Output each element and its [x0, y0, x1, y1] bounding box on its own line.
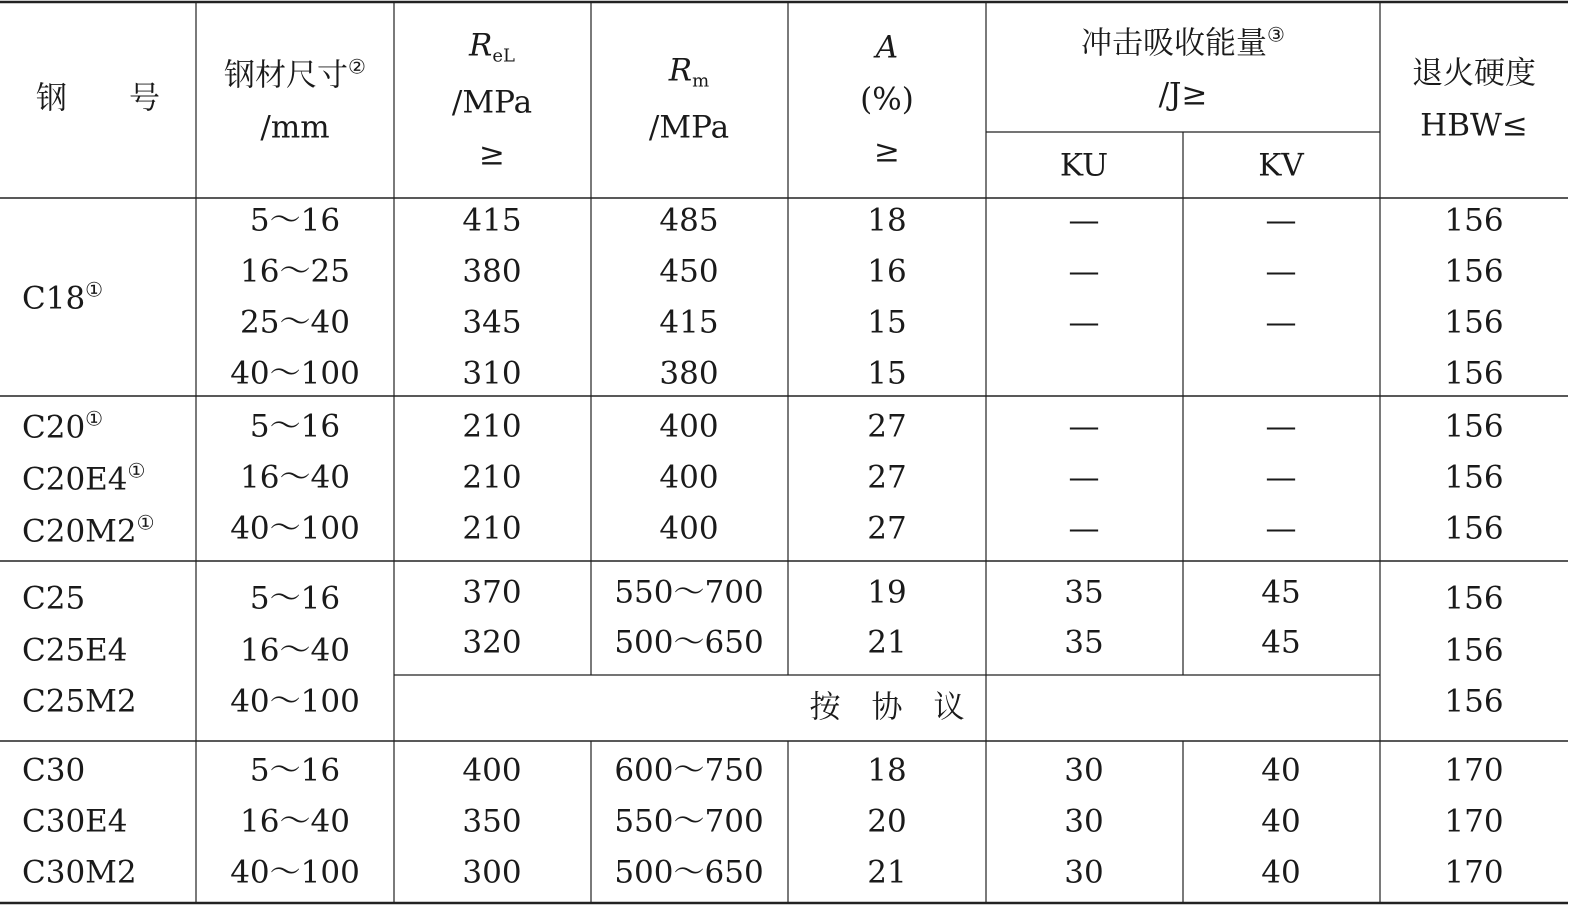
cell-ku: — — [1068, 408, 1100, 445]
header-size-unit: /mm — [260, 109, 330, 146]
header-rm-letter: R — [668, 52, 693, 89]
header-size-label: 钢材尺寸 — [224, 57, 349, 94]
footnote-3-marker: ③ — [1267, 22, 1285, 47]
cell-a: 21 — [867, 854, 907, 891]
cell-size: 5～16 — [249, 202, 341, 239]
cell-kv: 40 — [1261, 803, 1301, 840]
header-rm-symbol — [668, 52, 710, 92]
cell-rel: 300 — [462, 854, 522, 891]
grade-c30: C30 — [22, 752, 86, 789]
cell-ku: — — [1068, 253, 1100, 290]
header-kv: KV — [1258, 147, 1304, 184]
header-rel-unit: /MPa — [451, 84, 533, 121]
cell-hbw: 170 — [1444, 854, 1504, 891]
header-anneal: 退火硬度 — [1412, 55, 1536, 92]
cell-a: 27 — [867, 408, 907, 445]
cell-rm: 500～650 — [614, 854, 764, 891]
cell-hbw: 156 — [1444, 459, 1504, 496]
cell-rel: 370 — [462, 574, 522, 611]
cell-size: 40～100 — [230, 355, 360, 392]
cell-rel: 320 — [462, 624, 522, 661]
header-rm-unit: /MPa — [648, 109, 730, 146]
grade-name: C20E4 — [22, 461, 128, 498]
header-rel-ge: ≥ — [479, 136, 505, 173]
cell-agreement: 按 协 议 — [809, 689, 965, 726]
cell-rel: 210 — [462, 459, 522, 496]
header-a-ge: ≥ — [874, 133, 900, 170]
cell-rel: 210 — [462, 408, 522, 445]
cell-size: 5～16 — [249, 408, 341, 445]
cell-ku: — — [1068, 304, 1100, 341]
grade-c25e4: C25E4 — [22, 632, 128, 669]
cell-a: 16 — [867, 253, 907, 290]
cell-rm: 400 — [659, 408, 719, 445]
cell-kv: — — [1265, 202, 1297, 239]
cell-hbw: 156 — [1444, 408, 1504, 445]
cell-rel: 350 — [462, 803, 522, 840]
cell-kv: 45 — [1261, 624, 1301, 661]
cell-hbw: 156 — [1444, 355, 1504, 392]
cell-kv: — — [1265, 510, 1297, 547]
cell-size: 16～40 — [240, 459, 350, 496]
cell-a: 20 — [867, 803, 907, 840]
cell-hbw: 156 — [1444, 304, 1504, 341]
cell-size: 5～16 — [249, 580, 341, 617]
grade-c25: C25 — [22, 580, 86, 617]
header-rel-symbol — [469, 27, 515, 67]
grade-name: C18 — [22, 280, 86, 317]
cell-a: 19 — [867, 574, 907, 611]
cell-kv: 40 — [1261, 752, 1301, 789]
cell-rm: 500～650 — [614, 624, 764, 661]
cell-rel: 415 — [462, 202, 522, 239]
cell-a: 18 — [867, 752, 907, 789]
header-steel-grade: 钢 号 — [36, 80, 160, 117]
cell-kv: — — [1265, 253, 1297, 290]
header-impact-label: 冲击吸收能量 — [1081, 25, 1268, 62]
cell-ku: 30 — [1064, 854, 1104, 891]
cell-a: 15 — [867, 304, 907, 341]
cell-a: 27 — [867, 459, 907, 496]
cell-ku: 35 — [1064, 574, 1104, 611]
cell-ku: 30 — [1064, 803, 1104, 840]
cell-ku: — — [1068, 510, 1100, 547]
header-rm-subscript: m — [692, 70, 710, 92]
header-rel-letter: R — [469, 27, 493, 64]
cell-a: 18 — [867, 202, 907, 239]
grade-name: C20M2 — [22, 513, 137, 550]
cell-rm: 550～700 — [614, 803, 764, 840]
cell-hbw: 170 — [1444, 752, 1504, 789]
cell-size: 40～100 — [230, 683, 360, 720]
cell-ku: — — [1068, 459, 1100, 496]
footnote-1-marker: ① — [85, 406, 104, 431]
cell-hbw: 156 — [1444, 632, 1504, 669]
cell-hbw: 170 — [1444, 803, 1504, 840]
header-a-symbol: A — [875, 29, 899, 66]
footnote-1-marker: ① — [127, 458, 146, 483]
grade-c18 — [22, 277, 104, 317]
cell-kv: — — [1265, 304, 1297, 341]
cell-a: 15 — [867, 355, 907, 392]
cell-rel: 210 — [462, 510, 522, 547]
cell-size: 5～16 — [249, 752, 341, 789]
footnote-1-marker: ① — [136, 510, 155, 535]
cell-rm: 415 — [659, 304, 719, 341]
cell-rm: 400 — [659, 459, 719, 496]
cell-size: 16～40 — [240, 632, 350, 669]
grade-c20 — [22, 406, 104, 446]
cell-a: 27 — [867, 510, 907, 547]
cell-hbw: 156 — [1444, 580, 1504, 617]
header-anneal-unit: HBW≤ — [1420, 107, 1528, 144]
cell-size: 40～100 — [230, 854, 360, 891]
footnote-2-marker: ② — [348, 54, 366, 79]
cell-rm: 380 — [659, 355, 719, 392]
grade-c30e4: C30E4 — [22, 803, 128, 840]
cell-rel: 310 — [462, 355, 522, 392]
cell-rel: 345 — [462, 304, 522, 341]
cell-rm: 550～700 — [614, 574, 764, 611]
cell-kv: 40 — [1261, 854, 1301, 891]
header-impact-unit: /J≥ — [1158, 76, 1208, 113]
header-ku: KU — [1059, 147, 1109, 184]
cell-rm: 600～750 — [614, 752, 764, 789]
cell-size: 25～40 — [240, 304, 350, 341]
cell-hbw: 156 — [1444, 683, 1504, 720]
cell-hbw: 156 — [1444, 202, 1504, 239]
cell-a: 21 — [867, 624, 907, 661]
cell-ku: 35 — [1064, 624, 1104, 661]
cell-size: 16～40 — [240, 803, 350, 840]
header-rel-subscript: eL — [492, 45, 515, 67]
cell-hbw: 156 — [1444, 253, 1504, 290]
cell-kv: — — [1265, 408, 1297, 445]
cell-rel: 380 — [462, 253, 522, 290]
cell-rm: 450 — [659, 253, 719, 290]
footnote-1-marker: ① — [85, 277, 104, 302]
grade-c20m2 — [22, 510, 155, 550]
cell-size: 16～25 — [240, 253, 350, 290]
cell-rel: 400 — [462, 752, 522, 789]
cell-rm: 400 — [659, 510, 719, 547]
header-impact — [1081, 22, 1285, 62]
cell-kv: 45 — [1261, 574, 1301, 611]
header-a-unit: (%) — [860, 81, 914, 118]
grade-c25m2: C25M2 — [22, 683, 137, 720]
grade-c30m2: C30M2 — [22, 854, 137, 891]
header-size — [224, 54, 366, 94]
cell-kv: — — [1265, 459, 1297, 496]
grade-name: C20 — [22, 409, 86, 446]
cell-rm: 485 — [659, 202, 719, 239]
grade-c20e4 — [22, 458, 146, 498]
cell-hbw: 156 — [1444, 510, 1504, 547]
cell-ku: — — [1068, 202, 1100, 239]
cell-size: 40～100 — [230, 510, 360, 547]
cell-ku: 30 — [1064, 752, 1104, 789]
